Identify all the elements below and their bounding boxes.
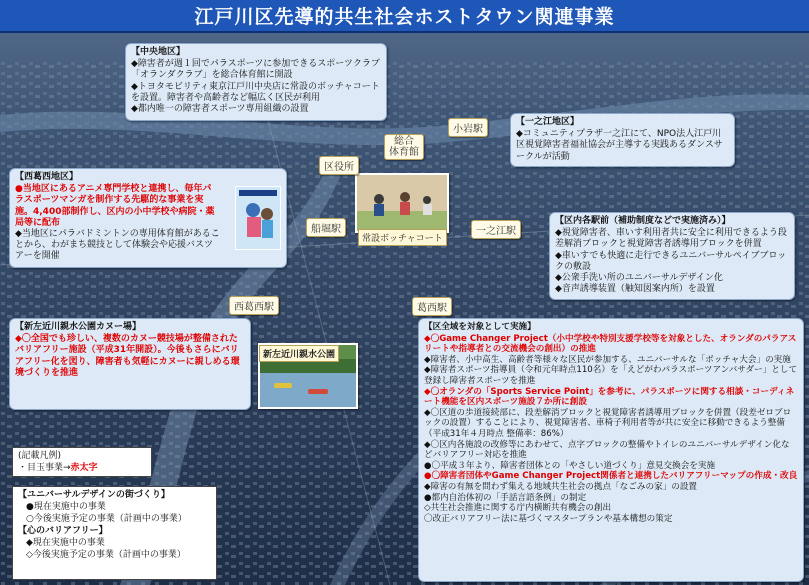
all-ward-box [418,318,804,582]
all-ward-item: 〇改正バリアフリー法に基づくマスタープランや基本構想の策定 [424,513,673,524]
legend-heart-heading: 【心のバリアフリー】 [18,526,108,536]
station-item-4: ◆音声誘導装置（触知図案内所）を設置 [555,284,715,295]
anime-manga-cover-image [235,186,281,250]
sogo-gym-label: 総合 体育館 [384,134,424,160]
legend-notation-line [18,462,146,474]
kasai-station-label: 葛西駅 [412,297,452,316]
funabori-station-label: 船堀駅 [306,218,346,237]
central-district-box [125,43,387,121]
all-ward-item: ●〇平成３年より、障害者団体との「やさしい道づくり」意見交換会を実施 [424,460,716,471]
all-ward-item: ◆〇区道の歩道接続部に、段差解消ブロックと視覚障害者誘導用ブロックを併置（段差ゼロブロックの設置）することにより、視覚障害者、車椅子利用者等が共に安全に移動できるよう整備（平成31年４月時点 整備率：86%） [424,407,792,439]
central-heading: 【中央地区】 [131,47,186,57]
station-item-2: ◆車いすでも快適に走行できるユニバーサルペイブブロックの敷設 [555,250,787,272]
all-ward-item: ◇共生社会推進に関する庁内横断共有機会の創出 [424,503,612,514]
all-ward-item: ●都内自治体初の「手話言語条例」の制定 [424,492,587,503]
all-ward-item: ◆〇オランダの「Sports Service Point」を参考に、パラスポーツに関する相談・コーディネート機能を区内スポーツ施設７か所に創設 [424,386,795,408]
nishikasai-red-item: ●当地区にあるアニメ専門学校と連携し、毎年パラスポーツマンガを制作する先駆的な事業を実施。4,400部制作し、区内の小中学校や病院・薬局等に配布 [15,184,215,228]
legend-ud-current: ●現在実施中の事業 [26,502,106,512]
legend-categories [12,486,217,580]
central-item-1: ◆障害者が週１回でパラスポーツに参加できるスポーツクラブ「オランダクラブ」を総合体育館に開設 [131,59,380,81]
all-ward-item-list [424,334,798,525]
central-item-2: ◆トヨタモビリティ東京江戸川中央店に常設のボッチャコートを設置。障害者や高齢者など幅広く区民が利用 [131,81,380,103]
legend-heart-planned: ◇今後実施予定の事業（計画中の事業） [26,550,186,560]
ward-office-label: 区役所 [319,156,359,175]
station-item-3: ◆公衆手洗い所のユニバーサルデザイン化 [555,273,723,284]
all-ward-item: ◆〇Game Changer Project（小中学校や特別支援学校等を対象とした、オランダのパラアスリートや指導者との交流機会の創出）の推進 [424,333,797,355]
central-item-3: ◆都内唯一の障害者スポーツ専用組織の設置 [131,104,309,115]
nishikasai-heading: 【西葛西地区】 [15,172,79,182]
all-ward-item: ◆障害の有無を問わず集える地域共生社会の拠点「なごみの家」の設置 [424,481,698,492]
legend-ud-heading: 【ユニバーサルデザインの街づくり】 [18,490,170,500]
legend-ud-planned: ○今後実施予定の事業（計画中の事業） [26,514,187,524]
boccia-court-photo [355,173,449,233]
boccia-court-caption: 常設ボッチャコート [358,229,447,246]
koiwa-station-label: 小岩駅 [448,118,488,137]
nishikasai-station-label: 西葛西駅 [229,296,279,315]
shinsakon-canoe-box [9,318,251,410]
nishikasai-item: ◆当地区にパラバドミントンの専用体育館があることから、わがまち競技として体験会や応援バスツアーを開催 [15,229,220,262]
legend-notation [12,447,152,477]
all-ward-item: ●〇障害者団体やGame Changer Project関係者と連携したバリアフリーマップの作成・改良 [424,471,798,482]
ichinoe-item-1: ◆コミュニティプラザ一之江にて、NPO法人江戸川区視覚障害者福祉協会が主導する実践あるダンスサークルが活動 [516,129,723,162]
all-ward-item: ◆障害者スポーツ指導員（令和元年時点110名）を「えどがわパラスポーツアンバサダー」として登録し障害者スポーツを推進 [424,365,798,386]
all-ward-item: ◆障害者、小中高生、高齢者等様々な区民が参加する、ユニバーサルな「ボッチャ大会」の実施 [424,354,791,365]
all-ward-item: ◆〇区内各施設の改修等にあわせて、点字ブロックの整備やトイレのユニバーサルデザイン化などバリアフリー対応を推進 [424,439,790,461]
all-ward-heading: 【区全域を対象として実施】 [424,322,536,332]
shinsakon-park-caption: 新左近川親水公園 [259,345,339,362]
station-area-heading: 【区内各駅前（補助制度などで実施済み）】 [555,216,731,226]
page-title: 江戸川区先導的共生社会ホストタウン関連事業 [194,6,615,28]
nishikasai-district-box [9,168,287,268]
station-item-1: ◆視覚障害者、車いす利用者共に安全に利用できるよう段差解消ブロックと視覚障害者誘導用ブロックを併置 [555,228,787,250]
ichinoe-station-label: 一之江駅 [471,220,521,239]
shinsakon-red-item: ◆〇全国でも珍しい、複数のカヌー競技場が整備されたバリアフリー施設（平成31年開設）。今後もさらにバリアフリー化を図り、障害者も気軽にカヌーに親しめる環境づくりを推進 [15,334,240,378]
legend-notation-red: 赤太字 [70,463,98,473]
station-area-box [549,212,795,300]
shinsakon-heading: 【新左近川親水公園カヌー場】 [15,322,142,332]
title-bar [0,0,809,33]
legend-notation-prefix: ・目玉事業→ [18,463,71,473]
ichinoe-heading: 【一之江地区】 [516,117,580,127]
legend-notation-heading: (記載凡例) [18,451,62,461]
ichinoe-district-box [510,113,735,167]
legend-heart-current: ◆現在実施中の事業 [26,538,105,548]
